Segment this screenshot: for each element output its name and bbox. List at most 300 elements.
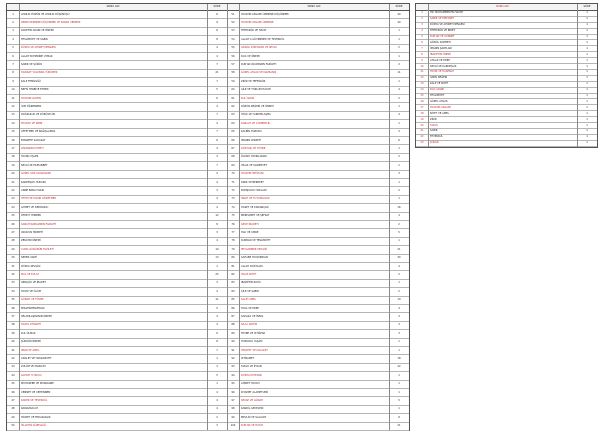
- topic-name-cell: KALP TEMİZLİĞİ: [21, 79, 41, 83]
- duration-cell: 7: [216, 348, 218, 352]
- row-number-cell: 34: [11, 289, 15, 293]
- row-number-cell: 3: [12, 29, 14, 33]
- topic-name-cell: TESLİMİYET VE SABIR: [21, 37, 48, 41]
- duration-cell: 6: [216, 12, 218, 16]
- row-number-cell: 87: [231, 315, 235, 319]
- topic-name-cell: İSTİKAMET: [241, 357, 255, 361]
- topic-name-cell: İYİLİK VE YARDIMLAŞMA: [241, 113, 271, 117]
- row-number-cell: 19: [420, 117, 424, 121]
- row-number-cell: 86: [231, 306, 235, 310]
- row-number-cell: 11: [11, 96, 15, 100]
- row-number-cell: 44: [11, 373, 15, 377]
- duration-cell: 1: [398, 54, 400, 58]
- duration-cell: 2: [398, 155, 400, 159]
- topic-name-cell: GÜZEL AHLAK: [430, 99, 448, 103]
- right-topic-table: [415, 3, 598, 148]
- row-number-cell: 37: [11, 315, 15, 319]
- column-divider: [389, 4, 390, 430]
- row-number-cell: 1: [12, 12, 14, 16]
- row-number-cell: 23: [420, 141, 424, 145]
- topic-name-cell: TEFEKKÜR VE HAYAT: [241, 29, 267, 33]
- topic-name-cell: SAHABE HAYATINDAN: [241, 256, 268, 260]
- row-number-cell: 18: [420, 111, 424, 115]
- duration-cell: 2: [398, 46, 400, 50]
- duration-cell: 3: [216, 315, 218, 319]
- row-number-cell: 46: [11, 390, 15, 394]
- row-number-cell: 25: [11, 214, 15, 218]
- duration-cell: 40: [397, 12, 401, 16]
- topic-name-cell: KARDEŞLİK HUKUKU: [21, 180, 47, 184]
- duration-cell: 40: [397, 21, 401, 25]
- row-number-cell: 74: [231, 205, 235, 209]
- topic-name-cell: İLİM ÖĞRENMEK: [21, 105, 42, 109]
- row-number-cell: 51: [231, 12, 235, 16]
- row-number-cell: 35: [11, 298, 15, 302]
- topic-name-cell: KUR'AN OKUMANIN FAZİLETİ: [241, 63, 277, 67]
- topic-name-cell: KALP VE NİYET: [430, 82, 449, 86]
- row-number-cell: 7: [12, 63, 14, 67]
- duration-cell: 8: [216, 340, 218, 344]
- row-number-cell: 21: [11, 180, 15, 184]
- row-number-cell: 7: [421, 46, 423, 50]
- row-number-cell: 58: [231, 71, 235, 75]
- duration-cell: 1: [586, 135, 588, 139]
- row-number-cell: 26: [11, 222, 15, 226]
- duration-cell: 4: [216, 121, 218, 125]
- column-divider: [207, 4, 208, 430]
- duration-cell: 1: [398, 79, 400, 83]
- row-number-cell: 93: [231, 365, 235, 369]
- row-number-cell: 63: [231, 113, 235, 117]
- duration-cell: 1: [398, 37, 400, 41]
- row-number-cell: 13: [11, 113, 15, 117]
- row-number-cell: 54: [231, 37, 235, 41]
- topic-name-cell: CENNET VE CEHENNEM: [21, 390, 51, 394]
- topic-name-cell: TAKVA VE İHSAN: [241, 365, 262, 369]
- row-number-cell: 23: [11, 197, 15, 201]
- topic-name-cell: AYRILIK HÜZÜN VE AYRILIK DÜŞÜNÜŞÜ: [21, 12, 70, 16]
- duration-cell: 1: [586, 29, 588, 33]
- row-number-cell: 15: [11, 130, 15, 134]
- duration-cell: 4: [216, 54, 218, 58]
- row-number-cell: 72: [231, 189, 235, 193]
- topic-name-cell: RAMAZAN AYI: [21, 407, 39, 411]
- row-number-cell: 80: [231, 256, 235, 260]
- topic-name-cell: TESLİMİYET: [430, 94, 445, 98]
- row-number-cell: 94: [231, 373, 235, 377]
- topic-name-cell: DÜNYA SEVGİSİ: [21, 264, 41, 268]
- topic-name-cell: SÖZÜN DEĞERİ VE ÖNEMİ: [241, 105, 274, 109]
- topic-name-cell: DÜNYA VE AHİRET DENGESİ: [21, 46, 56, 50]
- row-number-cell: 82: [231, 273, 235, 277]
- row-number-cell: 43: [11, 365, 15, 369]
- right-table-row: [416, 140, 597, 147]
- duration-cell: 1: [398, 281, 400, 285]
- topic-name-cell: ZİKİR: [430, 117, 437, 121]
- topic-name-cell: HAYIR VE HASENAT: [430, 70, 454, 74]
- duration-cell: 1: [398, 239, 400, 243]
- row-number-cell: 68: [231, 155, 235, 159]
- topic-name-cell: GÜNAH VE TÖVBE: [21, 298, 44, 302]
- duration-cell: 7: [216, 163, 218, 167]
- topic-name-cell: HAYATIN ANLAMI ÜZERİNE DÜŞÜNMEK: [241, 12, 289, 16]
- duration-cell: 1: [398, 121, 400, 125]
- duration-cell: 21: [397, 424, 401, 428]
- topic-name-cell: HASET VE KISKANÇLIK: [241, 205, 269, 209]
- row-number-cell: 9: [421, 58, 423, 62]
- column-divider: [19, 4, 20, 430]
- row-number-cell: 70: [231, 172, 235, 176]
- duration-cell: 4: [216, 172, 218, 176]
- topic-name-cell: TAKVA: [430, 123, 438, 127]
- topic-name-cell: MAL VE EVLAT: [21, 273, 39, 277]
- right-header-cell: KONU ADI: [496, 5, 509, 8]
- duration-cell: 1: [398, 163, 400, 167]
- row-number-cell: 20: [11, 172, 15, 176]
- row-number-cell: 4: [12, 37, 14, 41]
- row-number-cell: 19: [11, 163, 15, 167]
- topic-name-cell: GÖNÜL SOHBETİ: [430, 40, 451, 44]
- duration-cell: 4: [216, 323, 218, 327]
- duration-cell: 3: [216, 155, 218, 159]
- topic-name-cell: KUR'AN VE HAYAT: [241, 424, 264, 428]
- duration-cell: 4: [398, 113, 400, 117]
- topic-name-cell: KUR'AN VE SÜNNET: [430, 35, 455, 39]
- duration-cell: 1: [216, 264, 218, 268]
- row-number-cell: 89: [231, 331, 235, 335]
- row-number-cell: 1: [421, 11, 423, 15]
- topic-name-cell: ANNE BABA HAKKI: [21, 189, 45, 193]
- row-number-cell: 95: [231, 382, 235, 386]
- duration-cell: 2: [398, 273, 400, 277]
- topic-name-cell: SABAH NAMAZININ FAZİLETİ: [21, 222, 57, 226]
- duration-cell: 1: [586, 70, 588, 74]
- duration-cell: 6: [216, 138, 218, 142]
- topic-name-cell: ZİKİR VE TEFEKKÜR: [241, 79, 266, 83]
- topic-name-cell: SEHER VAKTİ: [21, 256, 38, 260]
- row-number-cell: 90: [231, 340, 235, 344]
- topic-name-cell: ZEKATIN ÖNEMİ: [21, 239, 41, 243]
- duration-cell: 11: [397, 71, 401, 75]
- duration-cell: 1: [398, 348, 400, 352]
- row-number-cell: 22: [420, 135, 424, 139]
- row-number-cell: 4: [421, 29, 423, 33]
- topic-name-cell: HUZURLU YAŞAM: [241, 340, 263, 344]
- row-number-cell: 52: [231, 21, 235, 25]
- topic-name-cell: HAYATIN ANLAMI: [430, 105, 451, 109]
- duration-cell: 1: [586, 23, 588, 27]
- topic-name-cell: ZULÜM VE MAZLUM: [21, 365, 46, 369]
- topic-name-cell: İSLAM'IN GÜZELLİĞİ: [21, 424, 46, 428]
- topic-name-cell: HAYA VE EDEP: [241, 306, 259, 310]
- row-number-cell: 9: [12, 79, 14, 83]
- topic-name-cell: İBADETİN ÖNEMİ: [430, 52, 451, 56]
- duration-cell: 4: [398, 306, 400, 310]
- row-number-cell: 6: [12, 54, 14, 58]
- topic-name-cell: MUHASEBE VE MURAKABE: [21, 382, 54, 386]
- topic-name-cell: HALİS NİYET: [241, 273, 257, 277]
- row-number-cell: 31: [11, 264, 15, 268]
- row-number-cell: 12: [420, 76, 424, 80]
- left-topic-table: [6, 3, 410, 431]
- topic-name-cell: HAYATIN GAYESİ: [21, 96, 42, 100]
- left-table-row: [7, 422, 409, 431]
- row-number-cell: 2: [421, 17, 423, 21]
- duration-cell: 3: [216, 147, 218, 151]
- topic-name-cell: HAYIRLI İŞLER: [21, 155, 39, 159]
- topic-name-cell: HAYATIN İMTİHANI: [241, 172, 264, 176]
- duration-cell: 19: [397, 298, 401, 302]
- column-divider: [239, 4, 240, 430]
- topic-name-cell: İMANIN LEZZETİ: [241, 138, 262, 142]
- duration-cell: 1: [398, 382, 400, 386]
- topic-name-cell: HAYATIN ANLAMI ÜZERİNE: [241, 21, 274, 25]
- duration-cell: 4: [216, 390, 218, 394]
- row-number-cell: 75: [231, 214, 235, 218]
- row-number-cell: 12: [11, 105, 15, 109]
- duration-cell: 1: [586, 94, 588, 98]
- duration-cell: 1: [586, 123, 588, 127]
- row-number-cell: 61: [231, 96, 235, 100]
- duration-cell: 1: [398, 29, 400, 33]
- topic-name-cell: HİDAYET VE DALALET: [241, 348, 268, 352]
- topic-name-cell: ÖLÜMÜ HATIRLAMAK: [241, 155, 267, 159]
- topic-name-cell: GÖNÜL DÜNYAMIZ VE SEVGİ: [241, 46, 277, 50]
- duration-cell: 4: [216, 197, 218, 201]
- row-number-cell: 100: [230, 424, 236, 428]
- topic-name-cell: NEFSİ TERBİYE ETMEK: [21, 88, 49, 92]
- topic-name-cell: ÖFKEYİ YENMEK: [21, 214, 42, 218]
- duration-cell: 4: [216, 180, 218, 184]
- topic-name-cell: GIYBET VE DEDİKODU: [21, 205, 49, 209]
- topic-name-cell: HAYAT VE ÖLÜM: [21, 289, 41, 293]
- row-number-cell: 20: [420, 123, 424, 127]
- topic-name-cell: SILA-İ RAHİM: [241, 323, 257, 327]
- topic-name-cell: İHLAS VE SAMİMİYET: [241, 163, 268, 167]
- column-divider: [428, 4, 429, 147]
- duration-cell: 4: [398, 264, 400, 268]
- duration-cell: 16: [397, 205, 401, 209]
- topic-name-cell: AHLAK VE EDEP: [430, 58, 450, 62]
- duration-cell: 2: [398, 189, 400, 193]
- column-divider: [227, 4, 228, 430]
- topic-name-cell: KURBAN VE TESLİMİYET: [241, 239, 271, 243]
- topic-name-cell: EMANETE SADAKAT: [21, 138, 46, 142]
- duration-cell: 12: [215, 214, 219, 218]
- topic-name-cell: ÇİLE VE SABIR: [241, 289, 259, 293]
- duration-cell: 4: [216, 239, 218, 243]
- topic-name-cell: DÜNYA İMTİHANI: [241, 373, 262, 377]
- row-number-cell: 21: [420, 129, 424, 133]
- row-number-cell: 16: [420, 99, 424, 103]
- right-header-cell: SÜRE: [583, 5, 591, 8]
- duration-cell: 1: [216, 382, 218, 386]
- duration-cell: 4: [216, 407, 218, 411]
- duration-cell: 4: [216, 205, 218, 209]
- duration-cell: 2: [398, 96, 400, 100]
- topic-name-cell: PEYGAMBER SEVGİSİ: [241, 247, 268, 251]
- row-number-cell: 15: [420, 94, 424, 98]
- topic-name-cell: GÜZEL SÖZ SADAKADIR: [21, 172, 51, 176]
- topic-name-cell: GENÇLİK VE İBADET: [21, 281, 46, 285]
- topic-name-cell: HİCRET VE FEDAKARLIK: [21, 415, 51, 419]
- row-number-cell: 50: [11, 424, 15, 428]
- duration-cell: 1: [586, 141, 588, 145]
- row-number-cell: 32: [11, 273, 15, 277]
- duration-cell: 1: [216, 357, 218, 361]
- duration-cell: 4: [216, 105, 218, 109]
- row-number-cell: 57: [231, 63, 235, 67]
- row-number-cell: 10: [420, 64, 424, 68]
- topic-name-cell: TEVEKKÜL: [430, 135, 443, 139]
- topic-name-cell: KALBİN HUZURU: [241, 130, 262, 134]
- topic-name-cell: ORUCUN HİKMETİ: [21, 231, 44, 235]
- topic-name-cell: GAFLET UYKUSU: [21, 373, 42, 377]
- duration-cell: 3: [398, 315, 400, 319]
- left-header-cell: SÜRE: [213, 5, 221, 8]
- duration-cell: 7: [216, 113, 218, 117]
- row-number-cell: 33: [11, 281, 15, 285]
- duration-cell: 30: [397, 256, 401, 260]
- row-number-cell: 14: [11, 121, 15, 125]
- row-number-cell: 71: [231, 180, 235, 184]
- row-number-cell: 2: [12, 21, 14, 25]
- duration-cell: 9: [216, 21, 218, 25]
- row-number-cell: 49: [11, 415, 15, 419]
- left-header-cell: KONU ADI: [307, 5, 321, 8]
- topic-name-cell: GÜZEL AHLAK VE DAVRANIŞ: [241, 71, 277, 75]
- duration-cell: 2: [398, 289, 400, 293]
- row-number-cell: 66: [231, 138, 235, 142]
- duration-cell: 21: [215, 71, 219, 75]
- topic-name-cell: SABIR: [430, 129, 438, 133]
- duration-cell: 3: [398, 323, 400, 327]
- duration-cell: 4: [216, 46, 218, 50]
- row-number-cell: 41: [11, 348, 15, 352]
- topic-name-cell: CUMA GÜNÜNÜN FAZİLETİ: [21, 247, 54, 251]
- row-number-cell: 73: [231, 197, 235, 201]
- left-header-cell: SÜRE: [395, 5, 403, 8]
- topic-name-cell: HAKİKAT YOLUNDA YÜRÜMEK: [21, 71, 58, 75]
- duration-cell: 7: [216, 63, 218, 67]
- topic-name-cell: İBADETİN RUHU: [241, 281, 261, 285]
- duration-cell: 1: [398, 373, 400, 377]
- row-number-cell: 83: [231, 281, 235, 285]
- topic-name-cell: AİLE VE TOPLUM HAYATI: [241, 88, 271, 92]
- row-number-cell: 10: [11, 88, 15, 92]
- topic-name-cell: SELAMLAŞMANIN ÖNEMİ: [21, 315, 52, 319]
- row-number-cell: 45: [11, 382, 15, 386]
- row-number-cell: 92: [231, 357, 235, 361]
- duration-cell: 3: [398, 130, 400, 134]
- row-number-cell: 79: [231, 247, 235, 251]
- duration-cell: 11: [215, 298, 219, 302]
- column-divider: [577, 4, 578, 147]
- topic-name-cell: ALLAH DOSTLARI: [241, 264, 263, 268]
- topic-name-cell: KADER VE TEVEKKÜL: [21, 399, 48, 403]
- duration-cell: 1: [586, 35, 588, 39]
- duration-cell: 18: [397, 357, 401, 361]
- topic-name-cell: SEVGİ VE MUHABBET: [21, 163, 48, 167]
- duration-cell: 5: [398, 399, 400, 403]
- topic-name-cell: KIYAMET ALAMETLERİ: [241, 390, 269, 394]
- topic-name-cell: ŞÜKÜR: [430, 141, 439, 145]
- row-number-cell: 84: [231, 289, 235, 293]
- duration-cell: 7: [216, 130, 218, 134]
- duration-cell: 2: [216, 415, 218, 419]
- topic-name-cell: MEVLİD VE SALAVAT: [241, 415, 267, 419]
- row-number-cell: 3: [421, 23, 423, 27]
- topic-name-cell: ALLAH'IN EMRİNE UYMAK: [21, 54, 53, 58]
- duration-cell: 1: [398, 180, 400, 184]
- duration-cell: 3: [216, 189, 218, 193]
- duration-cell: 1: [398, 390, 400, 394]
- left-header-cell: KONU ADI: [106, 5, 120, 8]
- duration-cell: 21: [397, 247, 401, 251]
- row-number-cell: 48: [11, 407, 15, 411]
- topic-name-cell: DUA VE ÖNEMİ: [241, 54, 260, 58]
- duration-cell: 1: [586, 64, 588, 68]
- row-number-cell: 14: [420, 88, 424, 92]
- duration-cell: 8: [398, 415, 400, 419]
- row-number-cell: 28: [11, 239, 15, 243]
- row-number-cell: 17: [11, 147, 15, 151]
- duration-cell: 1: [398, 407, 400, 411]
- duration-cell: 3: [398, 331, 400, 335]
- topic-name-cell: TEVBE VE İSTİĞFAR: [241, 331, 266, 335]
- row-number-cell: 17: [420, 105, 424, 109]
- duration-cell: 2: [398, 63, 400, 67]
- topic-name-cell: ALLAH'A GÜVENMEK VE TEVEKKÜL: [241, 37, 285, 41]
- row-number-cell: 99: [231, 415, 235, 419]
- duration-cell: 10: [215, 247, 219, 251]
- row-number-cell: 96: [231, 390, 235, 394]
- row-number-cell: 60: [231, 88, 235, 92]
- topic-name-cell: DUA ADABI: [430, 88, 445, 92]
- row-number-cell: 36: [11, 306, 15, 310]
- row-number-cell: 42: [11, 357, 15, 361]
- row-number-cell: 16: [11, 138, 15, 142]
- topic-name-cell: NİYET VE AMEL: [430, 111, 449, 115]
- duration-cell: 1: [586, 40, 588, 44]
- topic-name-cell: YETİM VE FAKİRİ GÖZETMEK: [21, 197, 57, 201]
- row-number-cell: 53: [231, 29, 235, 33]
- row-number-cell: 76: [231, 222, 235, 226]
- row-number-cell: 56: [231, 54, 235, 58]
- duration-cell: 1: [586, 76, 588, 80]
- duration-cell: 3: [216, 281, 218, 285]
- duration-cell: 1: [586, 111, 588, 115]
- topic-name-cell: MİSAFİRPERVERLİK: [21, 306, 45, 310]
- duration-cell: 1: [398, 197, 400, 201]
- row-number-cell: 88: [231, 323, 235, 327]
- duration-cell: 1: [398, 147, 400, 151]
- topic-name-cell: TEFEKKÜR VE İBRET: [430, 29, 456, 33]
- topic-name-cell: ZAMANIN KIYMETİ: [21, 147, 44, 151]
- topic-name-cell: SABIR VE METANET: [430, 17, 455, 21]
- duration-cell: 6: [216, 331, 218, 335]
- topic-name-cell: GECE İBADETİ: [241, 222, 259, 226]
- row-number-cell: 27: [11, 231, 15, 235]
- topic-name-cell: ADALET VE HAKKANİYET: [21, 357, 52, 361]
- duration-cell: 1: [586, 58, 588, 62]
- duration-cell: 1: [586, 99, 588, 103]
- topic-name-cell: SADAKA VE İNFAK: [241, 315, 264, 319]
- duration-cell: 6: [216, 96, 218, 100]
- row-number-cell: 39: [11, 331, 15, 335]
- duration-cell: 3: [216, 365, 218, 369]
- duration-cell: 1: [586, 17, 588, 21]
